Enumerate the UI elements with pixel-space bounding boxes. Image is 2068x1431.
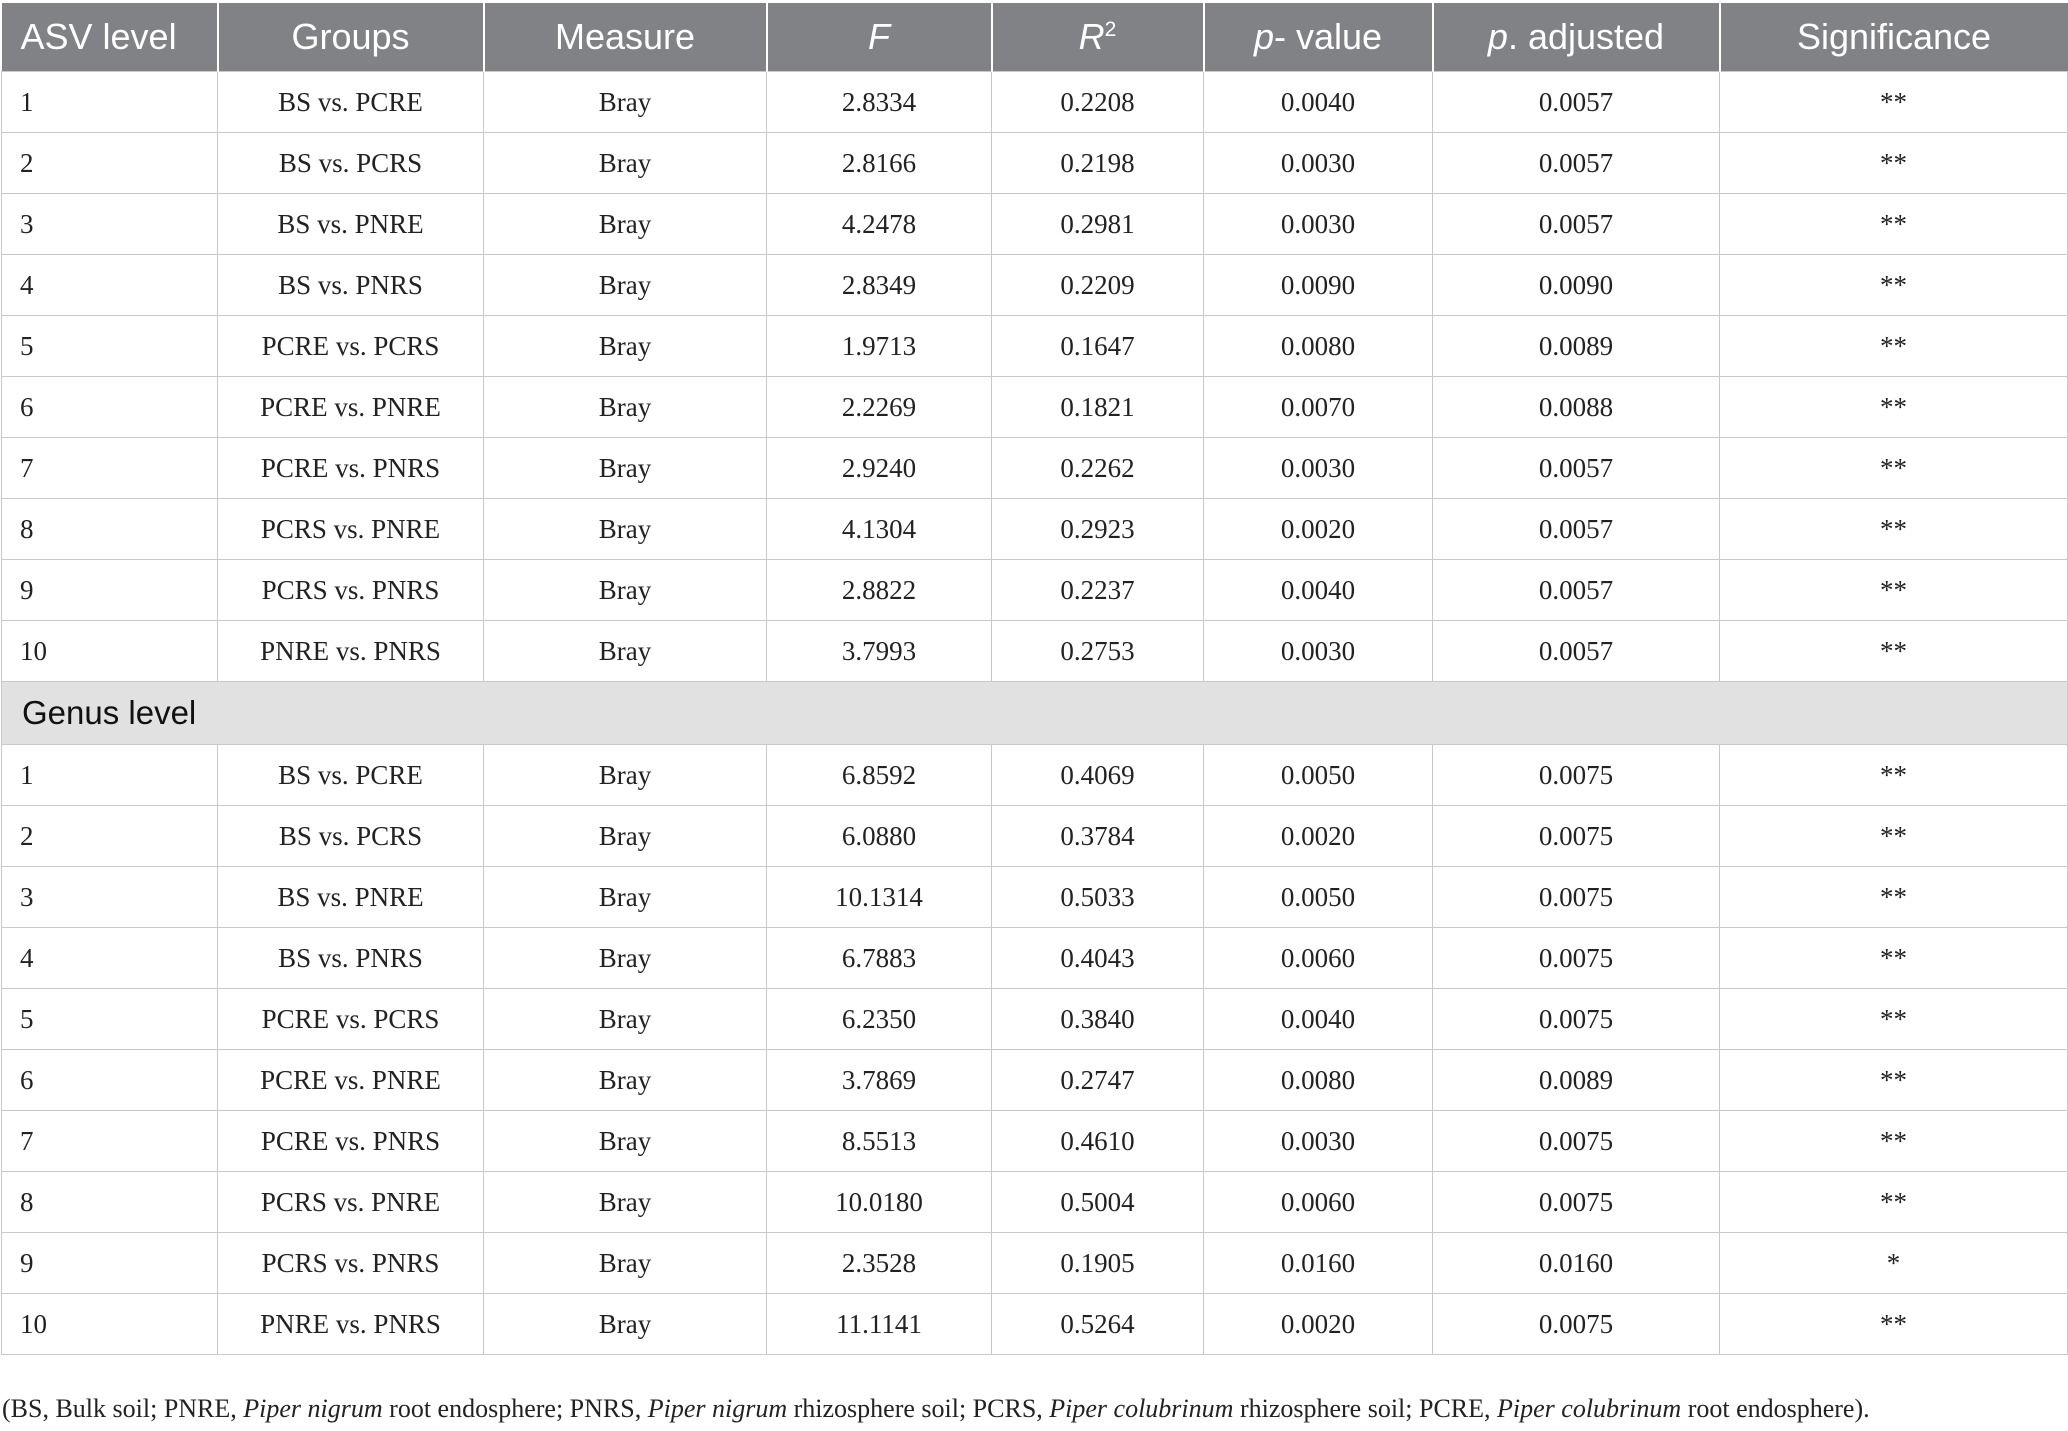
cell-p-adjusted: 0.0089 [1433,316,1720,377]
header-padj-rest: . adjusted [1507,16,1665,57]
table-row [2,989,2068,1050]
cell-f: 10.0180 [767,1172,992,1233]
cell-p-value: 0.0040 [1204,989,1433,1050]
cell-measure: Bray [484,867,767,928]
cell-r2: 0.2981 [992,194,1204,255]
cell-r2: 0.2923 [992,499,1204,560]
cell-p-adjusted: 0.0057 [1433,499,1720,560]
footnote-species: Piper nigrum [647,1394,788,1423]
cell-r2: 0.5264 [992,1294,1204,1355]
cell-p-value: 0.0160 [1204,1233,1433,1294]
table-row [2,377,2068,438]
cell-measure: Bray [484,928,767,989]
cell-p-adjusted: 0.0057 [1433,72,1720,133]
cell-r2: 0.3840 [992,989,1204,1050]
header-p-italic: p [1253,16,1274,57]
cell-measure: Bray [484,560,767,621]
cell-groups: PCRE vs. PCRS [218,316,484,377]
cell-p-adjusted: 0.0057 [1433,438,1720,499]
header-asv-level: ASV level [2,3,218,72]
cell-measure: Bray [484,745,767,806]
cell-groups: BS vs. PCRS [218,806,484,867]
cell-groups: BS vs. PCRE [218,745,484,806]
cell-r2: 0.4069 [992,745,1204,806]
table-row [2,806,2068,867]
cell-p-value: 0.0050 [1204,867,1433,928]
cell-index: 1 [2,745,218,806]
table-row [2,928,2068,989]
header-measure: Measure [484,3,767,72]
cell-f: 2.2269 [767,377,992,438]
cell-groups: PCRS vs. PNRE [218,499,484,560]
cell-p-value: 0.0030 [1204,621,1433,682]
cell-p-adjusted: 0.0057 [1433,133,1720,194]
cell-groups: PCRE vs. PCRS [218,989,484,1050]
cell-groups: PNRE vs. PNRS [218,1294,484,1355]
cell-f: 10.1314 [767,867,992,928]
cell-r2: 0.5004 [992,1172,1204,1233]
cell-r2: 0.2198 [992,133,1204,194]
cell-p-value: 0.0080 [1204,316,1433,377]
table-row [2,1233,2068,1294]
cell-p-adjusted: 0.0075 [1433,1111,1720,1172]
table-row [2,1294,2068,1355]
asv-level-rows [2,72,2068,682]
cell-r2: 0.2237 [992,560,1204,621]
cell-p-value: 0.0090 [1204,255,1433,316]
header-padj-italic: p [1487,16,1508,57]
table-row [2,1050,2068,1111]
footnote-text: rhizosphere soil; PCRS, [787,1394,1050,1423]
cell-f: 2.3528 [767,1233,992,1294]
cell-measure: Bray [484,1172,767,1233]
cell-p-value: 0.0040 [1204,72,1433,133]
cell-f: 1.9713 [767,316,992,377]
cell-f: 2.8349 [767,255,992,316]
header-p-adjusted [1433,3,1720,72]
cell-p-adjusted: 0.0160 [1433,1233,1720,1294]
cell-groups: PCRS vs. PNRS [218,1233,484,1294]
header-r2-superscript: 2 [1104,18,1117,41]
table-row [2,867,2068,928]
cell-significance: ** [1720,316,2068,377]
cell-groups: PCRE vs. PNRS [218,1111,484,1172]
permanova-table [1,3,2068,1355]
cell-p-adjusted: 0.0088 [1433,377,1720,438]
cell-r2: 0.1821 [992,377,1204,438]
cell-index: 5 [2,316,218,377]
section-genus-level-label: Genus level [2,682,2068,745]
cell-f: 8.5513 [767,1111,992,1172]
cell-r2: 0.2209 [992,255,1204,316]
cell-p-adjusted: 0.0075 [1433,745,1720,806]
table-row [2,255,2068,316]
cell-significance: ** [1720,1294,2068,1355]
table-row [2,499,2068,560]
cell-index: 6 [2,1050,218,1111]
cell-p-value: 0.0060 [1204,928,1433,989]
footnote-species: Piper nigrum [243,1394,383,1423]
cell-significance: ** [1720,806,2068,867]
cell-measure: Bray [484,438,767,499]
cell-groups: BS vs. PCRS [218,133,484,194]
cell-index: 5 [2,989,218,1050]
cell-index: 3 [2,867,218,928]
cell-p-adjusted: 0.0057 [1433,560,1720,621]
cell-p-adjusted: 0.0075 [1433,989,1720,1050]
cell-p-adjusted: 0.0057 [1433,621,1720,682]
cell-p-value: 0.0030 [1204,194,1433,255]
cell-index: 7 [2,438,218,499]
cell-f: 11.1141 [767,1294,992,1355]
cell-p-adjusted: 0.0075 [1433,867,1720,928]
cell-f: 2.8822 [767,560,992,621]
cell-measure: Bray [484,1233,767,1294]
cell-groups: PCRS vs. PNRS [218,560,484,621]
cell-p-value: 0.0070 [1204,377,1433,438]
cell-index: 2 [2,133,218,194]
header-p-rest: - value [1273,16,1383,57]
cell-significance: ** [1720,194,2068,255]
cell-p-value: 0.0030 [1204,438,1433,499]
footnote-text: root endosphere). [1681,1394,1870,1423]
cell-significance: ** [1720,1172,2068,1233]
table-row [2,621,2068,682]
cell-groups: BS vs. PNRE [218,867,484,928]
cell-r2: 0.2753 [992,621,1204,682]
table-row [2,1172,2068,1233]
cell-r2: 0.5033 [992,867,1204,928]
header-f [767,3,992,72]
cell-groups: BS vs. PCRE [218,72,484,133]
cell-p-adjusted: 0.0089 [1433,1050,1720,1111]
cell-p-value: 0.0020 [1204,499,1433,560]
cell-significance: ** [1720,928,2068,989]
cell-f: 4.2478 [767,194,992,255]
table-row [2,316,2068,377]
cell-r2: 0.2262 [992,438,1204,499]
cell-significance: ** [1720,867,2068,928]
cell-measure: Bray [484,133,767,194]
table-row [2,560,2068,621]
cell-significance: ** [1720,133,2068,194]
cell-significance: ** [1720,621,2068,682]
cell-groups: BS vs. PNRS [218,928,484,989]
cell-index: 4 [2,255,218,316]
cell-f: 6.8592 [767,745,992,806]
cell-p-value: 0.0030 [1204,133,1433,194]
cell-r2: 0.1647 [992,316,1204,377]
cell-significance: ** [1720,989,2068,1050]
cell-measure: Bray [484,499,767,560]
cell-f: 2.8166 [767,133,992,194]
header-row [2,3,2068,72]
footnote-species: Piper colubrinum [1049,1394,1234,1423]
cell-index: 9 [2,560,218,621]
cell-p-adjusted: 0.0075 [1433,928,1720,989]
header-significance: Significance [1720,3,2068,72]
genus-level-rows [2,745,2068,1355]
header-r2-label: R [1078,16,1105,57]
header-f-label: F [868,16,890,57]
cell-measure: Bray [484,72,767,133]
cell-index: 2 [2,806,218,867]
table-row [2,1111,2068,1172]
cell-r2: 0.3784 [992,806,1204,867]
footnote-species: Piper colubrinum [1497,1394,1682,1423]
cell-groups: PCRE vs. PNRS [218,438,484,499]
cell-measure: Bray [484,1111,767,1172]
cell-measure: Bray [484,255,767,316]
cell-f: 6.7883 [767,928,992,989]
cell-f: 3.7869 [767,1050,992,1111]
table-row [2,438,2068,499]
cell-index: 7 [2,1111,218,1172]
cell-measure: Bray [484,989,767,1050]
cell-p-value: 0.0020 [1204,1294,1433,1355]
cell-groups: PCRS vs. PNRE [218,1172,484,1233]
cell-f: 2.8334 [767,72,992,133]
cell-p-adjusted: 0.0075 [1433,1294,1720,1355]
cell-p-adjusted: 0.0075 [1433,1172,1720,1233]
cell-r2: 0.1905 [992,1233,1204,1294]
cell-p-value: 0.0050 [1204,745,1433,806]
cell-measure: Bray [484,194,767,255]
section-row [2,682,2068,745]
cell-f: 6.0880 [767,806,992,867]
cell-r2: 0.4610 [992,1111,1204,1172]
cell-index: 10 [2,1294,218,1355]
cell-index: 8 [2,499,218,560]
cell-significance: ** [1720,1111,2068,1172]
header-p-value [1204,3,1433,72]
cell-measure: Bray [484,377,767,438]
cell-index: 10 [2,621,218,682]
cell-groups: PCRE vs. PNRE [218,377,484,438]
cell-measure: Bray [484,1294,767,1355]
cell-significance: ** [1720,438,2068,499]
cell-p-adjusted: 0.0090 [1433,255,1720,316]
genus-section [2,682,2068,745]
footnote-text: root endosphere; PNRS, [382,1394,648,1423]
cell-index: 4 [2,928,218,989]
table-row [2,194,2068,255]
cell-index: 3 [2,194,218,255]
cell-significance: ** [1720,745,2068,806]
table-row [2,745,2068,806]
cell-groups: PNRE vs. PNRS [218,621,484,682]
cell-index: 8 [2,1172,218,1233]
cell-measure: Bray [484,316,767,377]
cell-p-value: 0.0060 [1204,1172,1433,1233]
table-footnote [2,1394,2062,1424]
cell-groups: BS vs. PNRS [218,255,484,316]
header-groups: Groups [218,3,484,72]
cell-index: 9 [2,1233,218,1294]
cell-p-value: 0.0030 [1204,1111,1433,1172]
cell-significance: ** [1720,1050,2068,1111]
table-row [2,72,2068,133]
cell-p-value: 0.0080 [1204,1050,1433,1111]
cell-significance: ** [1720,560,2068,621]
cell-significance: ** [1720,377,2068,438]
table-row [2,133,2068,194]
cell-index: 6 [2,377,218,438]
cell-r2: 0.4043 [992,928,1204,989]
cell-p-adjusted: 0.0075 [1433,806,1720,867]
cell-p-value: 0.0020 [1204,806,1433,867]
cell-f: 2.9240 [767,438,992,499]
cell-p-adjusted: 0.0057 [1433,194,1720,255]
cell-significance: * [1720,1233,2068,1294]
footnote-text: rhizosphere soil; PCRE, [1233,1394,1498,1423]
cell-significance: ** [1720,499,2068,560]
header-r2 [992,3,1204,72]
cell-f: 3.7993 [767,621,992,682]
cell-significance: ** [1720,255,2068,316]
cell-measure: Bray [484,1050,767,1111]
cell-index: 1 [2,72,218,133]
cell-measure: Bray [484,621,767,682]
cell-f: 4.1304 [767,499,992,560]
footnote-text: (BS, Bulk soil; PNRE, [2,1394,244,1423]
cell-r2: 0.2208 [992,72,1204,133]
cell-groups: PCRE vs. PNRE [218,1050,484,1111]
cell-f: 6.2350 [767,989,992,1050]
cell-significance: ** [1720,72,2068,133]
cell-r2: 0.2747 [992,1050,1204,1111]
cell-groups: BS vs. PNRE [218,194,484,255]
cell-measure: Bray [484,806,767,867]
cell-p-value: 0.0040 [1204,560,1433,621]
